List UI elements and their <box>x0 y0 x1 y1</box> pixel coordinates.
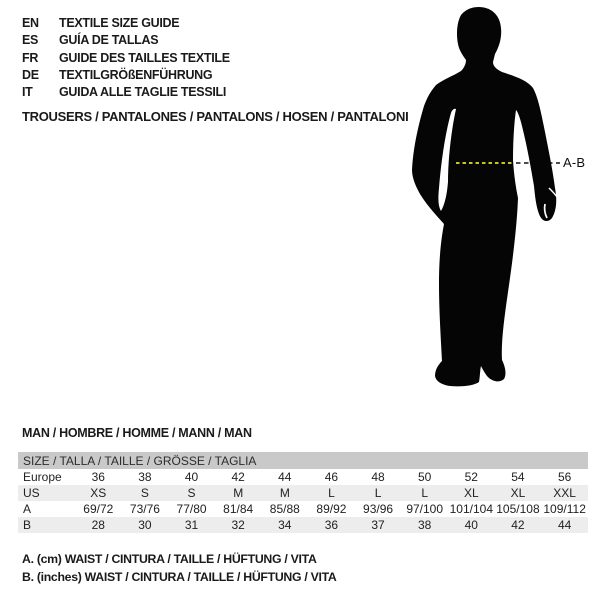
table-cell: 101/104 <box>449 502 493 516</box>
table-cell: 73/76 <box>129 502 160 516</box>
language-row <box>22 67 230 84</box>
language-label: TEXTILGRÖßENFÜHRUNG <box>59 67 213 82</box>
language-row <box>22 32 230 49</box>
table-cell: 77/80 <box>176 502 207 516</box>
table-row-label: A <box>23 502 32 516</box>
table-cell: 42 <box>511 518 525 532</box>
table-cell: XS <box>90 486 107 500</box>
table-cell: 31 <box>184 518 199 532</box>
man-silhouette-figure <box>400 0 600 400</box>
table-cell: 44 <box>557 518 572 532</box>
table-cell: 40 <box>464 518 478 532</box>
table-cell: 56 <box>557 470 572 484</box>
table-cell: 38 <box>418 518 432 532</box>
measure-label: A-B <box>563 155 586 170</box>
table-cell: 48 <box>371 470 385 484</box>
language-row <box>22 15 230 32</box>
table-header-label: SIZE / TALLA / TAILLE / GRÖSSE / TAGLIA <box>18 452 588 469</box>
table-cell: M <box>233 486 244 500</box>
table-cell: 36 <box>91 470 105 484</box>
table-cell: 34 <box>278 518 292 532</box>
table-cell: 44 <box>278 470 292 484</box>
table-cell: 85/88 <box>269 502 300 516</box>
language-label: GUÍA DE TALLAS <box>59 33 159 48</box>
table-cell: L <box>421 486 429 500</box>
table-cell: 52 <box>464 470 478 484</box>
table-cell: M <box>279 486 290 500</box>
table-cell: XXL <box>553 486 576 500</box>
table-row <box>18 501 588 517</box>
table-cell: 32 <box>231 518 245 532</box>
table-cell: 46 <box>324 470 339 484</box>
footnotes <box>22 551 337 586</box>
table-cell: 89/92 <box>316 502 347 516</box>
table-cell: 93/96 <box>363 502 394 516</box>
footnote-b: B. (inches) WAIST / CINTURA / TAILLE / HÜFTUNG / VITA <box>22 569 337 584</box>
language-label: TEXTILE SIZE GUIDE <box>59 16 180 30</box>
table-cell: S <box>187 486 196 500</box>
size-table-body <box>18 452 588 533</box>
table-cell: 40 <box>184 470 199 484</box>
language-row <box>22 50 230 67</box>
table-cell: XL <box>463 486 479 500</box>
table-cell: 54 <box>511 470 525 484</box>
language-row <box>22 84 230 101</box>
table-cell: 105/108 <box>496 502 540 516</box>
table-header-row <box>18 452 588 469</box>
language-list <box>22 15 230 101</box>
table-cell: 28 <box>91 518 105 532</box>
table-cell: 38 <box>138 470 152 484</box>
table-cell: 30 <box>138 518 152 532</box>
table-cell: 109/112 <box>543 502 586 516</box>
table-row-label: Europe <box>23 470 62 484</box>
section-title: MAN / HOMBRE / HOMME / MANN / MAN <box>22 426 252 440</box>
table-cell: 81/84 <box>223 502 254 516</box>
table-cell: 42 <box>231 470 245 484</box>
language-code: DE <box>22 67 39 82</box>
language-code: FR <box>22 50 39 65</box>
language-code: EN <box>22 16 39 30</box>
table-cell: L <box>374 486 382 500</box>
table-cell: L <box>328 486 335 500</box>
table-cell: 69/72 <box>83 502 114 516</box>
table-row <box>18 485 588 501</box>
table-cell: 36 <box>324 518 339 532</box>
table-row <box>18 469 588 485</box>
table-cell: S <box>140 486 149 500</box>
footnote-a: A. (cm) WAIST / CINTURA / TAILLE / HÜFTUNG / VITA <box>22 552 317 566</box>
table-cell: 97/100 <box>406 502 444 516</box>
man-silhouette-icon <box>400 0 600 400</box>
table-row-label: US <box>23 486 40 500</box>
language-label: GUIDA ALLE TAGLIE TESSILI <box>59 85 227 100</box>
table-row-label: B <box>23 518 32 532</box>
language-code: IT <box>22 85 33 100</box>
language-code: ES <box>22 33 39 48</box>
size-table <box>18 452 588 533</box>
language-label: GUIDE DES TAILLES TEXTILE <box>59 50 230 65</box>
table-cell: XL <box>510 486 526 500</box>
table-cell: 37 <box>371 518 385 532</box>
table-row <box>18 517 588 533</box>
table-cell: 50 <box>418 470 432 484</box>
garment-title: TROUSERS / PANTALONES / PANTALONS / HOSEN / PANTALONI <box>22 109 409 124</box>
